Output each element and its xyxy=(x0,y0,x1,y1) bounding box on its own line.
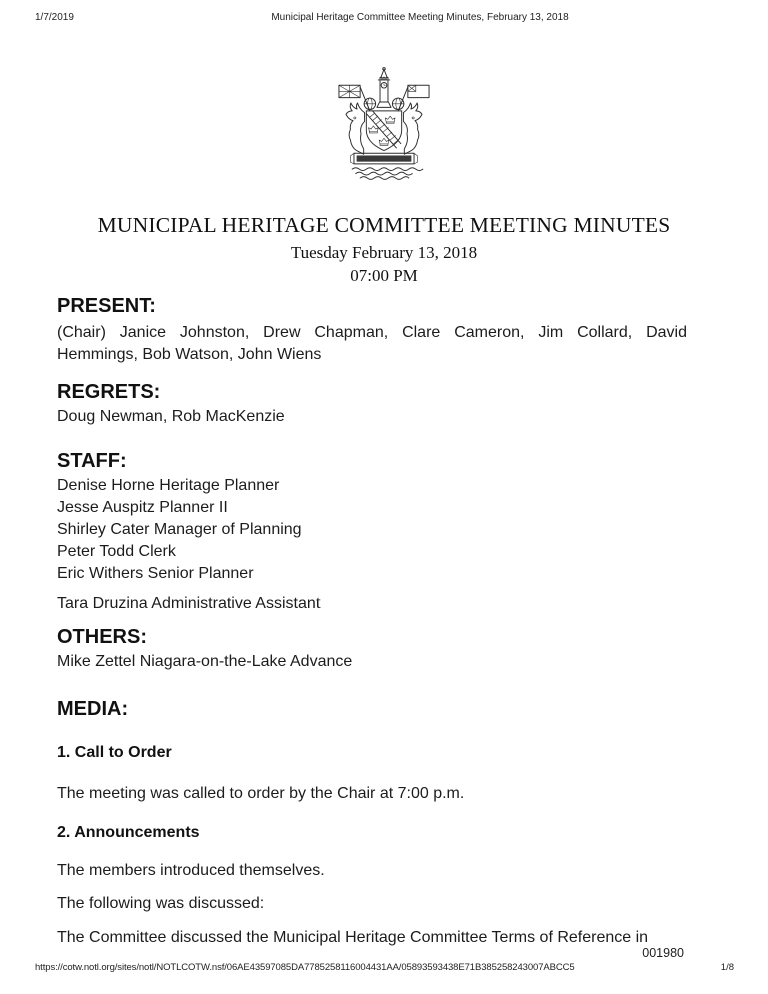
agenda-item-2-text-3: The Committee discussed the Municipal Heritage Committee Terms of Reference in xyxy=(57,929,649,946)
others-heading: OTHERS: xyxy=(57,626,147,648)
agenda-item-1-heading: 1. Call to Order xyxy=(57,744,172,761)
regrets-names: Doug Newman, Rob MacKenzie xyxy=(57,408,285,425)
others-names: Mike Zettel Niagara-on-the-Lake Advance xyxy=(57,653,353,670)
staff-member: Jesse Auspitz Planner II xyxy=(57,499,228,516)
regrets-heading: REGRETS: xyxy=(57,381,161,403)
staff-member xyxy=(57,591,687,615)
page-title: MUNICIPAL HERITAGE COMMITTEE MEETING MINUTES xyxy=(97,213,671,237)
meeting-date: Tuesday February 13, 2018 xyxy=(290,243,478,262)
document-body xyxy=(57,294,687,949)
bates-number: 001980 xyxy=(642,946,684,960)
staff-list xyxy=(57,475,687,615)
present-names: (Chair) Janice Johnston, Drew Chapman, Clare Cameron, Jim Collard, David Hemmings, Bob Watson, John Wiens xyxy=(57,324,687,363)
agenda-item-1-text: The meeting was called to order by the Chair at 7:00 p.m. xyxy=(57,785,465,802)
coat-of-arms-icon xyxy=(331,66,437,184)
staff-member: Eric Withers Senior Planner xyxy=(57,565,254,582)
print-url: https://cotw.notl.org/sites/notl/NOTLCOTW.nsf/06AE43597085DA7785258116004431AA/05893593438E71B385258243007ABCC5 xyxy=(35,962,575,973)
present-heading: PRESENT: xyxy=(57,295,156,317)
staff-member: Peter Todd Clerk xyxy=(57,543,176,560)
staff-heading: STAFF: xyxy=(57,450,127,472)
print-header xyxy=(0,12,768,28)
staff-member: Shirley Cater Manager of Planning xyxy=(57,521,302,538)
staff-member-name-tail: t xyxy=(315,592,321,612)
coat-of-arms xyxy=(331,66,437,184)
agenda-item-2-heading: 2. Announcements xyxy=(57,824,200,841)
print-page-number: 1/8 xyxy=(720,962,734,973)
agenda-item-2-text-2: The following was discussed: xyxy=(57,895,265,912)
meeting-time: 07:00 PM xyxy=(350,266,418,285)
title-block xyxy=(0,212,768,287)
media-heading: MEDIA: xyxy=(57,698,129,720)
print-footer xyxy=(0,962,768,976)
staff-member-name: Tara Druzina Administrative Assistan xyxy=(57,595,316,612)
print-document-title: Municipal Heritage Committee Meeting Minutes, February 13, 2018 xyxy=(271,12,569,23)
staff-member: Denise Horne Heritage Planner xyxy=(57,477,280,494)
print-date: 1/7/2019 xyxy=(35,12,74,23)
agenda-item-2-text-1: The members introduced themselves. xyxy=(57,862,325,879)
